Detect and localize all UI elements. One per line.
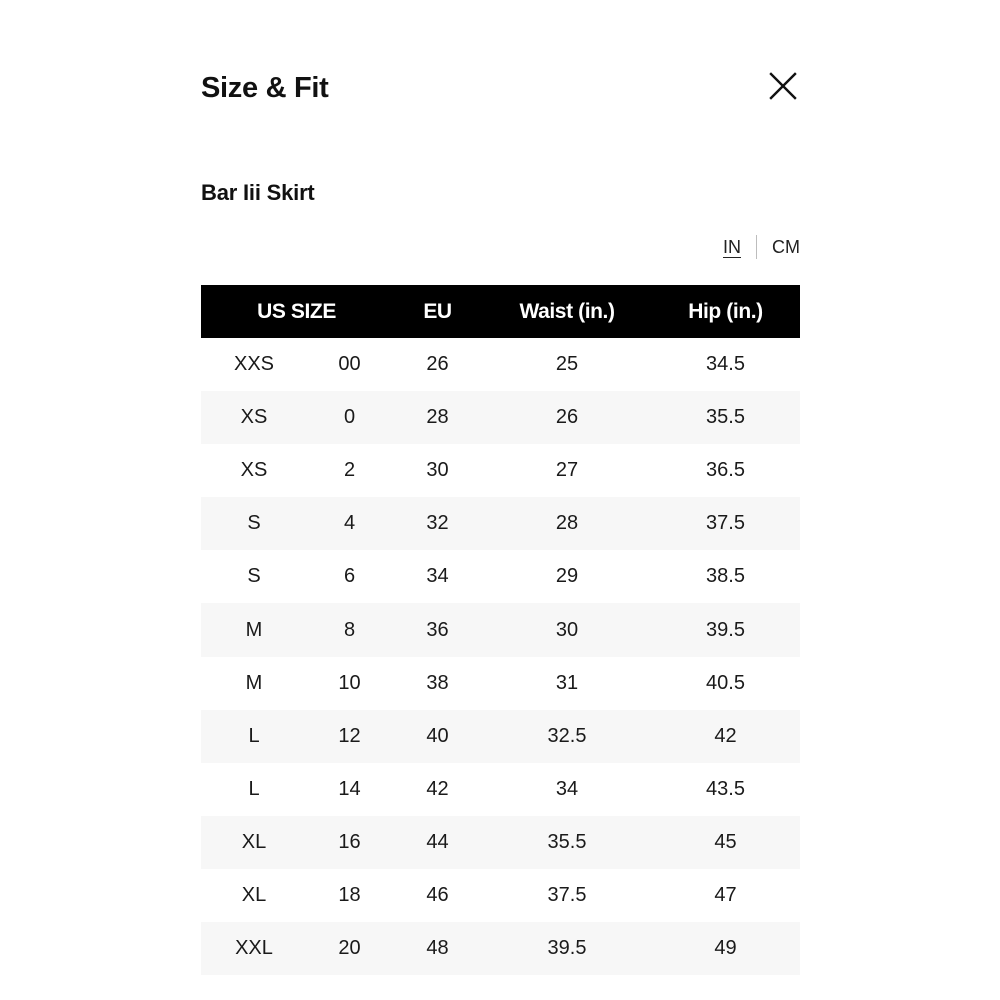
cell-hip: 37.5 bbox=[706, 512, 745, 535]
cell-waist: 27 bbox=[555, 459, 579, 482]
cell-hip: 42 bbox=[714, 724, 737, 747]
cell-eu: 44 bbox=[426, 830, 449, 853]
cell-waist: 26 bbox=[555, 406, 579, 429]
table-row bbox=[201, 391, 800, 444]
column-header-eu: EU bbox=[423, 299, 452, 323]
unit-toggle bbox=[723, 233, 800, 261]
cell-us-number: 16 bbox=[338, 830, 361, 853]
cell-waist: 35.5 bbox=[547, 830, 587, 853]
product-name: Bar Iii Skirt bbox=[201, 180, 315, 205]
cell-us-number: 2 bbox=[343, 459, 356, 482]
table-row bbox=[201, 763, 800, 816]
cell-us-number: 8 bbox=[343, 618, 356, 641]
cell-us-number: 14 bbox=[338, 777, 361, 800]
table-row bbox=[201, 657, 800, 710]
cell-hip: 35.5 bbox=[706, 406, 745, 429]
unit-option-cm[interactable]: CM bbox=[772, 237, 800, 257]
cell-eu: 40 bbox=[426, 724, 449, 747]
cell-us-letter: XL bbox=[241, 830, 267, 853]
cell-waist: 37.5 bbox=[547, 883, 587, 906]
cell-waist: 28 bbox=[555, 512, 579, 535]
cell-eu: 42 bbox=[426, 777, 449, 800]
cell-us-letter: XS bbox=[240, 459, 268, 482]
column-header-hip: Hip (in.) bbox=[688, 299, 763, 323]
table-row bbox=[201, 444, 800, 497]
cell-waist: 39.5 bbox=[547, 937, 587, 960]
cell-eu: 26 bbox=[426, 353, 449, 376]
cell-waist: 29 bbox=[555, 565, 579, 588]
cell-us-number: 4 bbox=[343, 512, 356, 535]
cell-us-letter: S bbox=[247, 565, 261, 588]
cell-us-number: 10 bbox=[338, 671, 361, 694]
cell-us-letter: XL bbox=[241, 883, 267, 906]
cell-eu: 32 bbox=[426, 512, 449, 535]
cell-hip: 47 bbox=[714, 883, 737, 906]
modal-title: Size & Fit bbox=[201, 72, 329, 104]
cell-hip: 34.5 bbox=[706, 353, 745, 376]
cell-hip: 38.5 bbox=[706, 565, 745, 588]
table-row bbox=[201, 550, 800, 603]
table-row bbox=[201, 869, 800, 922]
cell-hip: 49 bbox=[714, 937, 737, 960]
cell-eu: 36 bbox=[426, 618, 449, 641]
cell-eu: 46 bbox=[426, 883, 449, 906]
table-row bbox=[201, 338, 800, 391]
cell-waist: 32.5 bbox=[547, 724, 587, 747]
cell-us-number: 00 bbox=[338, 353, 361, 376]
cell-waist: 30 bbox=[555, 618, 579, 641]
cell-waist: 31 bbox=[555, 671, 579, 694]
close-button[interactable] bbox=[767, 70, 799, 102]
cell-eu: 28 bbox=[426, 406, 449, 429]
cell-us-letter: M bbox=[245, 618, 263, 641]
cell-eu: 38 bbox=[426, 671, 449, 694]
cell-hip: 43.5 bbox=[706, 777, 745, 800]
column-header-us-size: US SIZE bbox=[257, 299, 336, 323]
table-row bbox=[201, 603, 800, 656]
cell-us-letter: XS bbox=[240, 406, 268, 429]
unit-option-in[interactable]: IN bbox=[723, 237, 741, 257]
cell-us-number: 12 bbox=[338, 724, 361, 747]
table-row bbox=[201, 816, 800, 869]
cell-eu: 30 bbox=[426, 459, 449, 482]
close-icon bbox=[767, 70, 799, 102]
column-header-waist: Waist (in.) bbox=[519, 299, 615, 323]
cell-us-letter: M bbox=[245, 671, 263, 694]
cell-us-number: 18 bbox=[338, 883, 361, 906]
cell-waist: 34 bbox=[555, 777, 579, 800]
cell-eu: 48 bbox=[426, 937, 449, 960]
cell-us-letter: L bbox=[248, 777, 260, 800]
size-fit-modal bbox=[201, 0, 800, 1000]
cell-hip: 40.5 bbox=[706, 671, 745, 694]
cell-hip: 36.5 bbox=[706, 459, 745, 482]
cell-us-letter: L bbox=[248, 724, 260, 747]
cell-us-letter: XXS bbox=[233, 353, 275, 376]
cell-us-number: 20 bbox=[338, 937, 361, 960]
table-row bbox=[201, 922, 800, 975]
table-row bbox=[201, 710, 800, 763]
cell-us-letter: XXL bbox=[235, 937, 273, 960]
cell-hip: 45 bbox=[714, 830, 737, 853]
cell-us-letter: S bbox=[247, 512, 261, 535]
cell-hip: 39.5 bbox=[706, 618, 745, 641]
cell-waist: 25 bbox=[555, 353, 579, 376]
table-row bbox=[201, 497, 800, 550]
size-chart-table bbox=[201, 285, 800, 975]
unit-divider bbox=[756, 235, 757, 259]
table-header-row bbox=[201, 285, 800, 338]
cell-us-number: 6 bbox=[343, 565, 356, 588]
cell-us-number: 0 bbox=[343, 406, 356, 429]
cell-eu: 34 bbox=[426, 565, 449, 588]
